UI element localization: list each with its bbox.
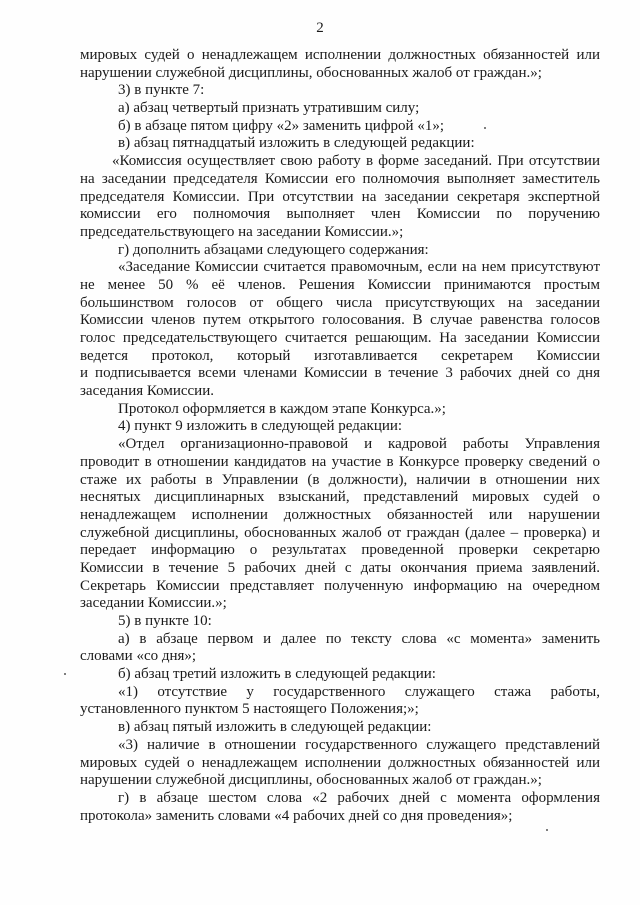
text-line: голос председательствующего считается решающим. На заседании Комиссии xyxy=(80,330,600,346)
text-line: словами «со дня»; xyxy=(80,648,197,665)
text-line: стаже их работы в Управлении (в должности), наличии в отношении них xyxy=(80,471,600,488)
text-line: ведется протокол, который изготавливается секретарем Комиссии xyxy=(80,347,600,364)
text-line: комиссии его полномочия выполняет член Комиссии по поручению xyxy=(80,206,600,223)
text-line: г) в абзаце шестом слова «2 рабочих дней с момента оформления xyxy=(118,789,600,806)
text-line: мировых судей о ненадлежащем исполнении должностных обязанностей или xyxy=(80,47,600,63)
text-line: установленного пунктом 5 настоящего Положения;»; xyxy=(80,701,419,718)
text-line: б) абзац третий изложить в следующей редакции: xyxy=(118,666,436,683)
text-line: «3) наличие в отношении государственного служащего представлений xyxy=(118,736,600,753)
text-line: Протокол оформляется в каждом этапе Конкурса.»; xyxy=(118,400,446,417)
text-line: не менее 50 % её членов. Решения Комиссии принимаются простым xyxy=(80,276,600,293)
text-line: 5) в пункте 10: xyxy=(118,613,212,629)
text-line: председателя Комиссии. При отсутствии на заседании секретаря экспертной xyxy=(80,188,600,205)
document-body xyxy=(80,47,600,825)
text-line: заседания Комиссии. xyxy=(80,383,214,400)
text-line: председательствующего на заседании Комиссии.»; xyxy=(80,223,404,240)
text-line: на заседании председателя Комиссии его полномочия выполняет заместитель xyxy=(80,170,600,187)
text-line: Комиссии в течение 5 рабочих дней с даты окончания приема заявлений. xyxy=(80,559,600,576)
text-line: а) в абзаце первом и далее по тексту слова «с момента» заменить xyxy=(118,630,600,647)
text-line: в) абзац пятый изложить в следующей редакции: xyxy=(118,719,432,736)
text-line: 4) пункт 9 изложить в следующей редакции: xyxy=(118,418,403,435)
text-line: «1) отсутствие у государственного служащего стажа работы, xyxy=(118,683,600,700)
text-line: в) абзац пятнадцатый изложить в следующей редакции: xyxy=(118,135,475,152)
text-line: б) в абзаце пятом цифру «2» заменить цифрой «1»; xyxy=(118,117,444,134)
text-line: Секретарь Комиссии представляет полученную информацию на очередном xyxy=(80,577,600,594)
text-line: нарушении служебной дисциплины, обоснованных жалоб от граждан.»; xyxy=(80,772,542,789)
text-line: «Отдел организационно-правовой и кадровой работы Управления xyxy=(118,436,600,453)
page-number: 2 xyxy=(316,20,324,36)
scan-speck xyxy=(546,829,548,831)
text-line: и подписывается всеми членами Комиссии в течение 3 рабочих дней со дня xyxy=(80,365,600,382)
text-line: 3) в пункте 7: xyxy=(118,82,205,99)
text-line: «Заседание Комиссии считается правомочным, если на нем присутствуют xyxy=(118,259,600,276)
text-line: неснятых дисциплинарных взысканий, представлений мировых судей о xyxy=(80,489,600,506)
text-line: мировых судей о ненадлежащем исполнении должностных обязанностей или xyxy=(80,754,600,771)
text-line: ненадлежащем исполнении должностных обязанностей или нарушении xyxy=(80,506,600,523)
scan-speck xyxy=(484,127,486,129)
text-line: а) абзац четвертый признать утратившим силу; xyxy=(118,100,420,117)
text-line: г) дополнить абзацами следующего содержания: xyxy=(118,241,429,258)
text-line: заседании Комиссии.»; xyxy=(80,595,227,612)
text-line: «Комиссия осуществляет свою работу в форме заседаний. При отсутствии xyxy=(112,153,600,170)
text-line: нарушении служебной дисциплины, обоснованных жалоб от граждан.»; xyxy=(80,64,542,81)
text-line: протокола» заменить словами «4 рабочих дней со дня проведения»; xyxy=(80,807,513,824)
text-line: большинством голосов от общего числа присутствующих на заседании xyxy=(80,294,600,311)
text-line: Комиссии членов путем открытого голосования. В случае равенства голосов xyxy=(80,312,600,329)
text-line: передает информацию о результатах проведенной проверки секретарю xyxy=(80,542,600,559)
text-line: служебной дисциплины, обоснованных жалоб от граждан (далее – проверка) и xyxy=(80,524,600,541)
text-line: проводит в отношении кандидатов на участие в Конкурсе проверку сведений о xyxy=(80,453,600,470)
scan-speck xyxy=(64,673,66,675)
